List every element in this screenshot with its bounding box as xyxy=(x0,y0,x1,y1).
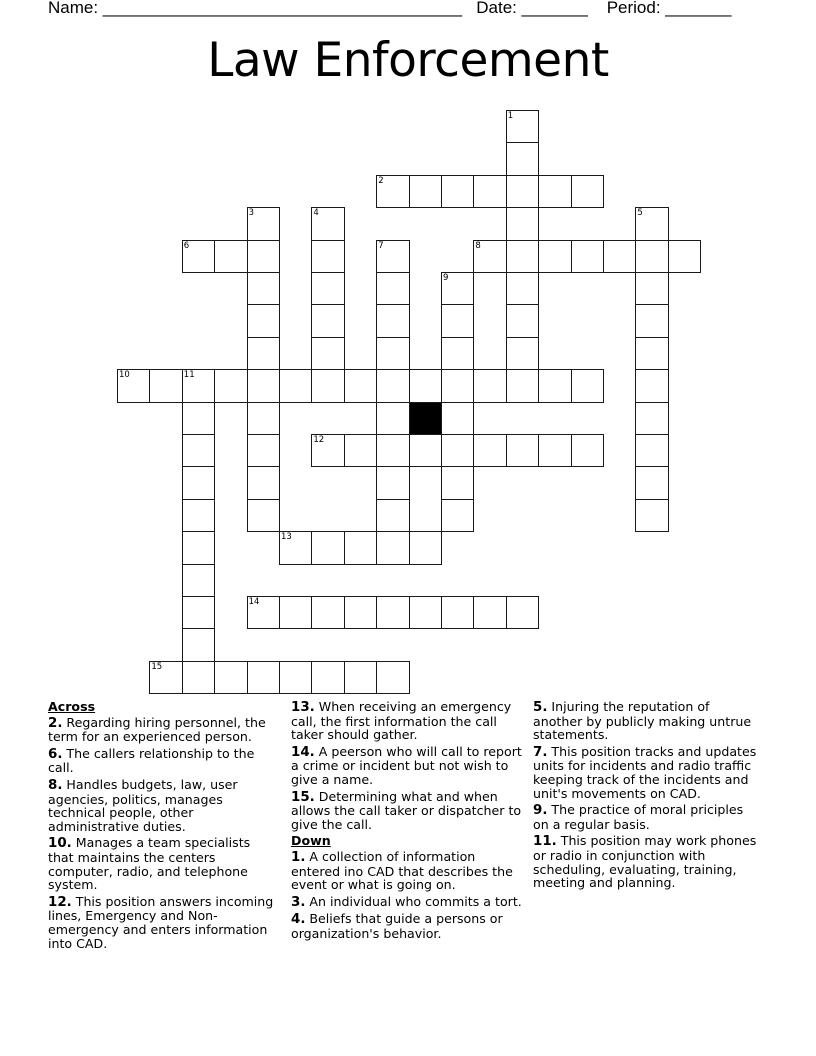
clue-number: 1 xyxy=(507,111,514,121)
grid-cell[interactable] xyxy=(311,434,344,467)
grid-cell[interactable] xyxy=(635,466,668,499)
grid-cell[interactable] xyxy=(409,175,442,208)
grid-cell[interactable] xyxy=(473,434,506,467)
grid-cell[interactable] xyxy=(441,175,474,208)
clue-down-9: 9. The practice of moral priciples on a regular basis. xyxy=(533,802,744,832)
grid-cell[interactable] xyxy=(376,369,409,402)
grid-cell[interactable] xyxy=(376,272,409,305)
grid-cell[interactable] xyxy=(247,207,280,240)
clue-across-15: 15. Determining what and when allows the call taker or dispatcher to give the call. xyxy=(291,788,522,832)
grid-cell[interactable] xyxy=(279,661,312,694)
grid-cell[interactable] xyxy=(441,466,474,499)
grid-cell[interactable] xyxy=(182,369,215,402)
grid-cell[interactable] xyxy=(311,207,344,240)
grid-cell[interactable] xyxy=(538,240,571,273)
grid-cell[interactable] xyxy=(571,434,604,467)
grid-cell[interactable] xyxy=(214,369,247,402)
grid-cell[interactable] xyxy=(603,240,636,273)
grid-cell[interactable] xyxy=(247,304,280,337)
grid-cell[interactable] xyxy=(506,175,539,208)
grid-cell[interactable] xyxy=(506,240,539,273)
grid-cell[interactable] xyxy=(376,337,409,370)
grid-cell[interactable] xyxy=(182,531,215,564)
grid-cell[interactable] xyxy=(311,304,344,337)
grid-cell[interactable] xyxy=(311,531,344,564)
grid-cell[interactable] xyxy=(441,337,474,370)
grid-cell[interactable] xyxy=(635,369,668,402)
grid-cell[interactable] xyxy=(182,466,215,499)
grid-cell[interactable] xyxy=(279,369,312,402)
grid-cell[interactable] xyxy=(409,596,442,629)
grid-cell[interactable] xyxy=(571,369,604,402)
grid-cell[interactable] xyxy=(473,369,506,402)
grid-cell[interactable] xyxy=(247,596,280,629)
grid-cell[interactable] xyxy=(635,402,668,435)
grid-cell[interactable] xyxy=(473,240,506,273)
grid-cell[interactable] xyxy=(506,142,539,175)
grid-cell[interactable] xyxy=(506,434,539,467)
grid-cell[interactable] xyxy=(538,369,571,402)
grid-cell[interactable] xyxy=(376,434,409,467)
grid-cell[interactable] xyxy=(571,175,604,208)
grid-cell[interactable] xyxy=(344,434,377,467)
clue-down-11: 11. This position may work phones or radio in conjunction with scheduling, evaluating, training, meeting and planning. xyxy=(533,833,757,891)
grid-cell[interactable] xyxy=(247,369,280,402)
grid-cell[interactable] xyxy=(376,175,409,208)
grid-cell[interactable] xyxy=(279,596,312,629)
period-field[interactable]: Period: _______ xyxy=(606,0,732,17)
grid-cell[interactable] xyxy=(247,272,280,305)
grid-cell[interactable] xyxy=(376,304,409,337)
grid-cell[interactable] xyxy=(409,531,442,564)
grid-cell[interactable] xyxy=(473,596,506,629)
grid-cell[interactable] xyxy=(409,434,442,467)
grid-cell[interactable] xyxy=(117,369,150,402)
grid-cell[interactable] xyxy=(247,337,280,370)
grid-cell[interactable] xyxy=(344,531,377,564)
grid-cell[interactable] xyxy=(311,272,344,305)
clue-across-10: 10. Manages a team specialists that maintains the centers computer, radio, and telephone system. xyxy=(48,835,251,893)
grid-cell[interactable] xyxy=(409,369,442,402)
grid-cell[interactable] xyxy=(506,207,539,240)
grid-cell[interactable] xyxy=(668,240,701,273)
clue-down-1: 1. A collection of information entered ino CAD that describes the event or what is going on. xyxy=(291,848,513,893)
grid-cell[interactable] xyxy=(441,369,474,402)
clue-number: 3 xyxy=(248,208,255,219)
grid-cell[interactable] xyxy=(311,240,344,273)
clues-column-1 xyxy=(48,700,276,953)
clue-number: 8 xyxy=(475,240,481,251)
grid-cell[interactable] xyxy=(279,531,312,564)
clue-down-5: 5. Injuring the reputation of another by publicly making untrue statements. xyxy=(533,699,752,743)
grid-cell[interactable] xyxy=(247,661,280,694)
grid-cell[interactable] xyxy=(506,596,539,629)
clue-across-14: 14. A peerson who will call to report a crime or incident but not wish to give a name. xyxy=(291,743,522,787)
grid-cell[interactable] xyxy=(182,402,215,435)
grid-cell[interactable] xyxy=(311,337,344,370)
grid-cell[interactable] xyxy=(182,499,215,532)
clue-number: 2 xyxy=(378,175,384,186)
grid-cell[interactable] xyxy=(635,240,668,273)
grid-cell[interactable] xyxy=(635,337,668,370)
grid-cell[interactable] xyxy=(506,272,539,305)
clue-number: 15 xyxy=(151,661,163,672)
grid-cell[interactable] xyxy=(149,661,182,694)
grid-cell[interactable] xyxy=(376,596,409,629)
grid-cell[interactable] xyxy=(376,499,409,532)
name-field[interactable]: Name: ______________________________________ xyxy=(48,0,463,17)
clue-number: 12 xyxy=(313,435,325,445)
grid-cell[interactable] xyxy=(635,499,668,532)
grid-cell[interactable] xyxy=(247,466,280,499)
grid-cell[interactable] xyxy=(247,402,280,435)
clue-number: 14 xyxy=(248,597,260,607)
grid-cell[interactable] xyxy=(441,434,474,467)
grid-cell[interactable] xyxy=(311,369,344,402)
grid-cell[interactable] xyxy=(635,434,668,467)
grid-cell[interactable] xyxy=(506,369,539,402)
date-field[interactable]: Date: _______ xyxy=(476,0,588,17)
grid-cell[interactable] xyxy=(247,499,280,532)
clue-down-4: 4. Beliefs that guide a persons or organization's behavior. xyxy=(291,911,503,941)
grid-cell[interactable] xyxy=(311,596,344,629)
grid-cell[interactable] xyxy=(473,175,506,208)
grid-cell[interactable] xyxy=(247,240,280,273)
grid-cell[interactable] xyxy=(635,272,668,305)
clue-across-12: 12. This position answers incoming lines, Emergency and Non-emergency and enters information into CAD. xyxy=(48,893,274,951)
grid-cell[interactable] xyxy=(344,596,377,629)
clue-number: 10 xyxy=(119,370,130,381)
grid-cell[interactable] xyxy=(214,240,247,273)
grid-cell[interactable] xyxy=(149,369,182,402)
clues-column-2 xyxy=(291,700,523,944)
grid-cell[interactable] xyxy=(182,628,215,661)
clue-number: 5 xyxy=(637,208,643,219)
grid-cell[interactable] xyxy=(376,402,409,435)
clue-number: 11 xyxy=(183,370,195,381)
clue-down-3: 3. An individual who commits a tort. xyxy=(291,893,522,910)
clue-number: 9 xyxy=(443,273,449,283)
grid-cell[interactable] xyxy=(311,661,344,694)
clue-across-8: 8. Handles budgets, law, user agencies, politics, manages technical people, other administrative duties. xyxy=(48,776,238,834)
clue-across-2: 2. Regarding hiring personnel, the term for an experienced person. xyxy=(48,714,266,745)
grid-cell[interactable] xyxy=(214,661,247,694)
grid-cell[interactable] xyxy=(538,175,571,208)
grid-cell[interactable] xyxy=(441,499,474,532)
grid-cell[interactable] xyxy=(182,596,215,629)
grid-cell[interactable] xyxy=(441,402,474,435)
clue-across-6: 6. The callers relationship to the call. xyxy=(48,745,255,776)
grid-cell[interactable] xyxy=(376,531,409,564)
grid-cell[interactable] xyxy=(441,596,474,629)
grid-cell[interactable] xyxy=(571,240,604,273)
grid-cell[interactable] xyxy=(376,661,409,694)
grid-cell[interactable] xyxy=(182,661,215,694)
clue-across-13: 13. When receiving an emergency call, the first information the call taker should gather. xyxy=(291,699,512,743)
grid-cell[interactable] xyxy=(247,434,280,467)
grid-cell[interactable] xyxy=(441,272,474,305)
grid-cell[interactable] xyxy=(182,240,215,273)
clue-number: 4 xyxy=(313,208,319,219)
grid-cell[interactable] xyxy=(182,434,215,467)
clue-number: 6 xyxy=(183,240,190,251)
grid-cell[interactable] xyxy=(344,661,377,694)
grid-cell[interactable] xyxy=(344,369,377,402)
clues-column-3 xyxy=(533,700,761,893)
grid-cell[interactable] xyxy=(441,304,474,337)
grid-cell[interactable] xyxy=(376,466,409,499)
grid-cell[interactable] xyxy=(506,110,539,143)
grid-cell[interactable] xyxy=(635,304,668,337)
black-cell xyxy=(409,402,442,435)
grid-cell[interactable] xyxy=(376,240,409,273)
grid-cell[interactable] xyxy=(635,207,668,240)
down-heading: Down xyxy=(291,833,331,849)
clue-down-7: 7. This position tracks and updates units for incidents and radio traffic keeping track of the incidents and unit's movements on CAD. xyxy=(533,743,757,801)
grid-cell[interactable] xyxy=(506,304,539,337)
page-title: Law Enforcement xyxy=(207,33,609,88)
grid-cell[interactable] xyxy=(506,337,539,370)
clue-number: 13 xyxy=(281,532,292,543)
across-heading: Across xyxy=(48,699,96,714)
grid-cell[interactable] xyxy=(538,434,571,467)
clue-number: 7 xyxy=(378,240,384,251)
grid-cell[interactable] xyxy=(182,564,215,597)
